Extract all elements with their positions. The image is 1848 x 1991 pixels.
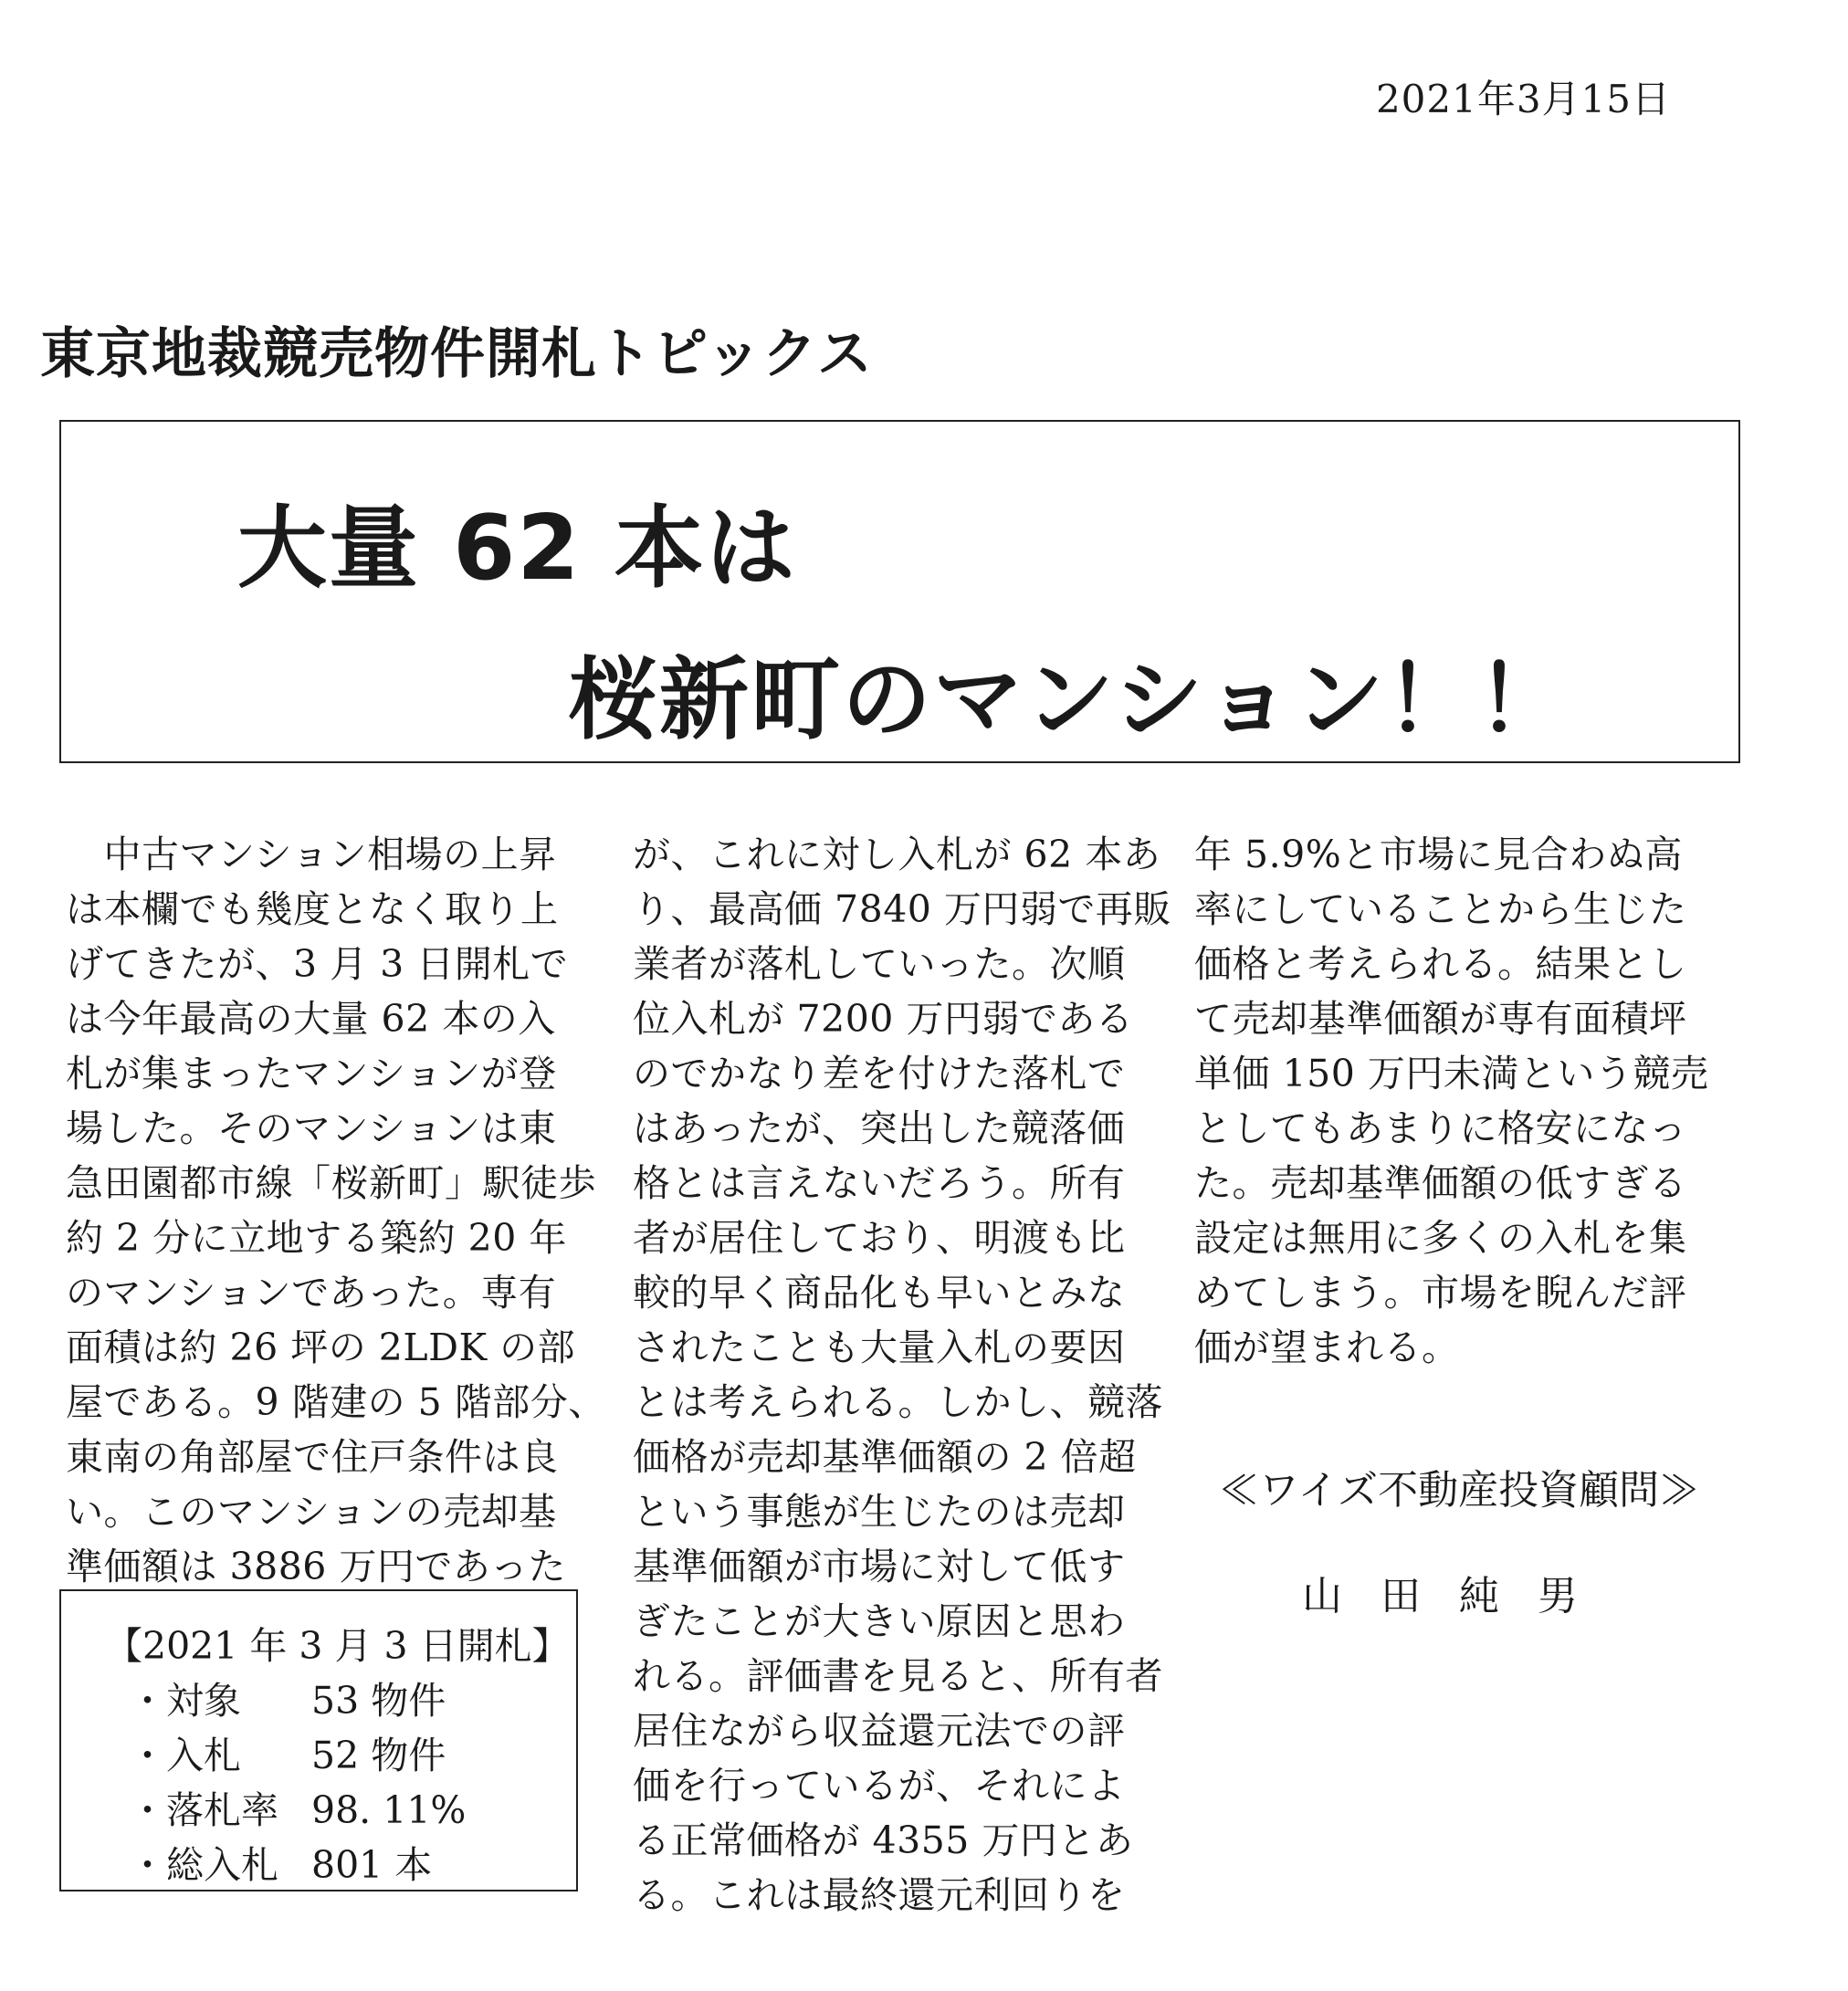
- body-line: 準価額は 3886 万円であった: [66, 1545, 566, 1588]
- body-line: 価が望まれる。: [1194, 1326, 1460, 1369]
- body-line: 単価 150 万円未満という競売: [1194, 1052, 1709, 1095]
- stat-label: ・対象: [129, 1679, 241, 1723]
- body-line: り、最高価 7840 万円弱で再販: [633, 887, 1171, 931]
- body-line: 較的早く商品化も早いとみな: [633, 1271, 1126, 1315]
- body-line: る。これは最終還元利回りを: [633, 1873, 1126, 1917]
- body-line: は今年最高の大量 62 本の入: [66, 997, 556, 1041]
- body-line: はあったが、突出した競落価: [633, 1106, 1126, 1150]
- body-line: のマンションであった。専有: [66, 1271, 557, 1315]
- stat-label: ・総入札: [129, 1843, 278, 1887]
- body-line: 設定は無用に多くの入札を集: [1194, 1216, 1687, 1260]
- body-line: 屋である。9 階建の 5 階部分、: [66, 1380, 606, 1424]
- headline-box: [59, 420, 1740, 763]
- body-line: 価格が売却基準価額の 2 倍超: [633, 1435, 1137, 1479]
- body-line: れる。評価書を見ると、所有者: [633, 1654, 1163, 1698]
- body-line: げてきたが、3 月 3 日開札で: [66, 942, 569, 986]
- body-line: 年 5.9%と市場に見合わぬ高: [1194, 833, 1683, 876]
- body-line: 価を行っているが、それによ: [633, 1764, 1126, 1808]
- stat-row-target: [129, 1673, 446, 1728]
- stat-label: ・落札率: [129, 1788, 278, 1832]
- stat-row-total-bids: [129, 1838, 432, 1892]
- stat-value: 801 本: [311, 1843, 433, 1887]
- body-line: 位入札が 7200 万円弱である: [633, 997, 1134, 1041]
- body-line: 札が集まったマンションが登: [66, 1052, 557, 1095]
- body-line: が、これに対し入札が 62 本あ: [633, 833, 1161, 876]
- body-column-3: [1194, 827, 1708, 1375]
- stat-value: 53 物件: [311, 1679, 446, 1723]
- body-line: 東南の角部屋で住戸条件は良: [66, 1435, 559, 1479]
- body-line: 基準価額が市場に対して低す: [633, 1545, 1126, 1588]
- body-column-2: [633, 827, 1171, 1923]
- body-line: 面積は約 26 坪の 2LDK の部: [66, 1326, 576, 1369]
- stats-title: 【2021 年 3 月 3 日開札】: [105, 1624, 570, 1668]
- body-line: 約 2 分に立地する築約 20 年: [66, 1216, 567, 1260]
- body-line: という事態が生じたのは売却: [633, 1490, 1126, 1534]
- body-column-1: [66, 827, 606, 1594]
- body-line: とは考えられる。しかし、競落: [633, 1380, 1163, 1424]
- stat-row-success-rate: [129, 1783, 466, 1838]
- stat-value: 98. 11%: [311, 1788, 467, 1832]
- body-line: 居住ながら収益還元法での評: [633, 1709, 1126, 1753]
- stat-value: 52 物件: [311, 1734, 446, 1777]
- body-line: 率にしていることから生じた: [1194, 887, 1687, 931]
- body-line: る正常価格が 4355 万円とあ: [633, 1818, 1134, 1862]
- headline-line-2: 桜新町のマンション！！: [568, 648, 1569, 752]
- auction-stats-box: [59, 1589, 578, 1891]
- body-line: は本欄でも幾度となく取り上: [66, 887, 559, 931]
- body-line: としてもあまりに格安になっ: [1194, 1106, 1687, 1150]
- body-line: 業者が落札していった。次順: [633, 942, 1126, 986]
- body-line: されたことも大量入札の要因: [633, 1326, 1126, 1369]
- body-line: のでかなり差を付けた落札で: [633, 1052, 1126, 1095]
- body-line: て売却基準価額が専有面積坪: [1194, 997, 1687, 1041]
- stat-row-bids: [129, 1728, 446, 1783]
- topic-title: 東京地裁競売物件開札トピックス: [40, 322, 873, 386]
- body-line: 急田園都市線「桜新町」駅徒歩: [66, 1161, 596, 1205]
- body-line: 格とは言えないだろう。所有: [633, 1161, 1126, 1205]
- body-line: 中古マンション相場の上昇: [66, 833, 557, 876]
- body-line: めてしまう。市場を睨んだ評: [1194, 1271, 1687, 1315]
- body-line: た。売却基準価額の低すぎる: [1194, 1161, 1687, 1205]
- byline-author: 山田純男: [1302, 1573, 1616, 1619]
- byline-company: ≪ワイズ不動産投資顧問≫: [1218, 1467, 1700, 1514]
- body-line: 者が居住しており、明渡も比: [633, 1216, 1126, 1260]
- article-date: 2021年3月15日: [1375, 77, 1671, 121]
- body-line: 価格と考えられる。結果とし: [1194, 942, 1687, 986]
- headline-line-1: 大量 62 本は: [237, 497, 797, 601]
- body-line: 場した。そのマンションは東: [66, 1106, 557, 1150]
- body-line: ぎたことが大きい原因と思わ: [633, 1599, 1126, 1643]
- stat-label: ・入札: [129, 1734, 241, 1777]
- body-line: い。このマンションの売却基: [66, 1490, 557, 1534]
